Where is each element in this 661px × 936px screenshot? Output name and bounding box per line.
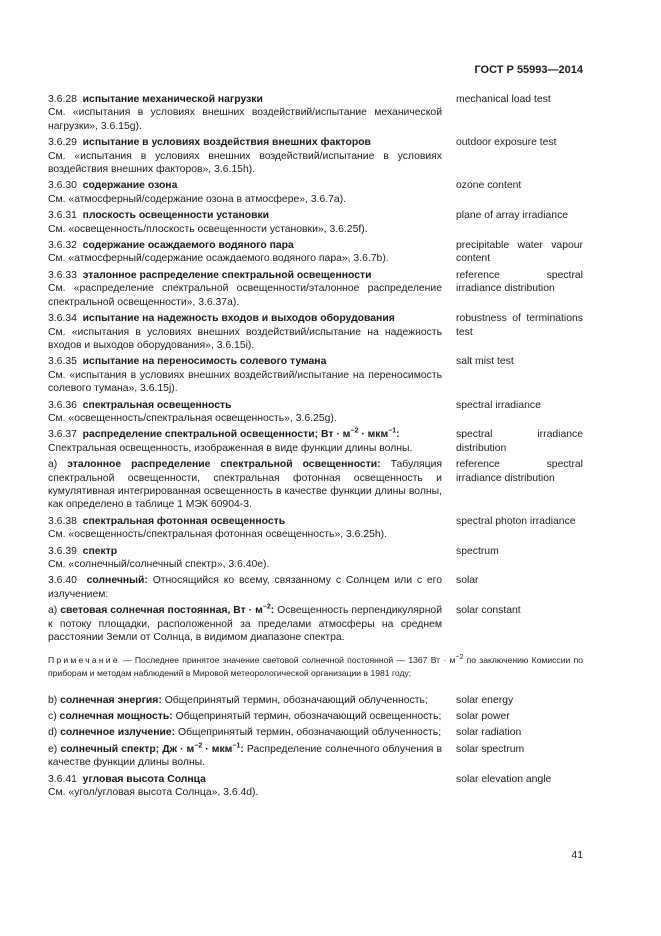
unit-colon: : xyxy=(396,429,400,441)
entry-term: спектральная освещенность xyxy=(82,399,232,411)
sub-definition: Распределение солнечного облучения в качестве функции длины волны. xyxy=(48,743,443,769)
entry-number: 3.6.39 xyxy=(48,545,77,557)
sub-definition: Общепринятый термин, обозначающий облученность; xyxy=(178,727,442,739)
term-entry-3-6-31 xyxy=(48,209,583,236)
sub-term: эталонное распределение спектральной освещенности: xyxy=(67,459,381,471)
note xyxy=(48,654,583,679)
entry-english: precipitable water vapour content xyxy=(456,240,583,265)
entry-number: 3.6.29 xyxy=(48,137,77,149)
term-entry-3-6-30 xyxy=(48,179,583,206)
sub-english: solar spectrum xyxy=(456,743,525,755)
term-entry-3-6-33 xyxy=(48,269,583,309)
entry-english: reference spectral irradiance distribution xyxy=(456,269,583,295)
entry-english: spectrum xyxy=(456,545,499,557)
entry-english: robustness of terminations test xyxy=(456,313,583,338)
sub-definition: Освещенность перпендикулярной к потоку площадки, расположенной за пределами атмосферы на среднем расстоянии Земли от Солнца, в видимом диапазоне спектра. xyxy=(48,605,443,644)
entry-number: 3.6.34 xyxy=(48,313,77,325)
sub-entry-3-6-40-d xyxy=(48,726,583,739)
entry-english: solar xyxy=(456,575,479,587)
term-entry-3-6-29 xyxy=(48,136,583,176)
entry-term: распределение спектральной освещенности; Вт · м xyxy=(82,429,351,441)
term-entry-3-6-39 xyxy=(48,545,583,572)
note-text-continued: по заключению Комиссии по приборам и методам наблюдений в Мировой метеорологической организации в 1981 году; xyxy=(48,655,584,679)
entry-term: испытание на переносимость солевого тумана xyxy=(82,356,327,368)
sub-label: c) xyxy=(48,711,57,723)
sub-label: d) xyxy=(48,727,58,739)
entry-definition: См. «освещенность/спектральная фотонная освещенность», 3.6.25h). xyxy=(48,529,388,541)
sub-entry-3-6-40-e xyxy=(48,743,583,770)
entry-definition: См. «атмосферный/содержание осаждаемого водяного пара», 3.6.7b). xyxy=(48,253,389,265)
sub-english: solar power xyxy=(456,711,510,723)
unit-exponent: −2 xyxy=(262,603,271,611)
unit-mkm: · мкм xyxy=(358,429,389,441)
entry-english: spectral photon irradiance xyxy=(456,515,576,527)
entry-number: 3.6.30 xyxy=(48,180,77,192)
entry-english: spectral irradiance distribution xyxy=(456,429,583,454)
entry-definition: См. «солнечный/солнечный спектр», 3.6.40e). xyxy=(48,559,270,570)
entry-definition: См. «испытания в условиях внешних воздействий/испытание механической нагрузки», 3.6.15g). xyxy=(48,107,442,132)
unit-exponent: −1 xyxy=(388,427,397,435)
term-entry-3-6-32 xyxy=(48,239,583,266)
sub-term: световая солнечная постоянная, Вт · м xyxy=(60,605,263,617)
unit-mkm: · мкм xyxy=(202,743,233,755)
entry-number: 3.6.38 xyxy=(48,515,77,527)
sub-label: b) xyxy=(48,694,58,706)
entry-definition: См. «освещенность/спектральная освещенность», 3.6.25g). xyxy=(48,412,337,424)
entry-number: 3.6.32 xyxy=(48,240,77,252)
entry-number: 3.6.31 xyxy=(48,210,77,222)
sub-label: a) xyxy=(48,459,58,471)
term-entry-3-6-34 xyxy=(48,312,583,352)
unit-colon: : xyxy=(240,743,244,755)
entry-definition: См. «распределение спектральной освещенности/эталонное распределение спектральной освещенности», 3.6.37a). xyxy=(48,283,442,308)
entry-term: солнечный: xyxy=(86,575,148,587)
entry-term: спектр xyxy=(82,545,118,557)
sub-entry-3-6-40-a xyxy=(48,604,583,644)
entry-definition: См. «испытания в условиях внешних воздействий/испытание в условиях воздействия внешних факторов», 3.6.15h). xyxy=(48,150,442,176)
term-entry-3-6-28 xyxy=(48,93,583,133)
sub-term: солнечная энергия: xyxy=(60,694,162,706)
entry-definition: Относящийся ко всему, связанному с Солнцем или с его излучением: xyxy=(48,575,442,600)
entry-term: испытание на надежность входов и выходов оборудования xyxy=(82,313,395,325)
entry-number: 3.6.28 xyxy=(48,94,77,105)
entry-english: salt mist test xyxy=(456,356,514,368)
sub-definition: Общепринятый термин, обозначающий освещенность; xyxy=(175,711,442,723)
unit-exponent: −1 xyxy=(232,742,241,750)
unit-exponent: −2 xyxy=(194,742,203,750)
entry-number: 3.6.33 xyxy=(48,269,77,281)
sub-definition: Табуляция спектральной освещенности, спектральная фотонная освещенность и кумулятивная интегрированная освещенность в качестве функции длины волны, как определено в таблице 1 МЭК 60904-3. xyxy=(48,459,443,511)
sub-entry-3-6-37-a xyxy=(48,458,583,512)
entry-term: спектральная фотонная освещенность xyxy=(82,515,286,527)
sub-definition: Общепринятый термин, обозначающий облученность; xyxy=(164,694,428,706)
document-header: ГОСТ Р 55993—2014 xyxy=(474,64,583,76)
entry-definition: См. «испытания в условиях внешних воздействий/испытание на переносимость солевого тумана», 3.6.15j). xyxy=(48,369,442,395)
sub-english: reference spectral irradiance distribution xyxy=(456,459,583,484)
sub-label: a) xyxy=(48,605,58,617)
entry-number: 3.6.37 xyxy=(48,429,77,441)
entry-definition: См. «атмосферный/содержание озона в атмосфере», 3.6.7a). xyxy=(48,193,347,205)
entry-term: испытание в условиях воздействия внешних факторов xyxy=(82,137,371,149)
entry-english: ozone content xyxy=(456,180,522,192)
entry-definition: Спектральная освещенность, изображенная в виде функции длины волны. xyxy=(48,442,413,454)
entry-definition: См. «испытания в условиях внешних воздействий/испытание на надежность входов и выходов оборудования», 3.6.15i). xyxy=(48,326,442,351)
entry-english: outdoor exposure test xyxy=(456,137,557,149)
entry-term: содержание озона xyxy=(82,180,178,192)
term-entry-3-6-41 xyxy=(48,773,583,800)
sub-english: solar radiation xyxy=(456,727,522,739)
unit-exponent: −2 xyxy=(350,427,359,435)
sub-label: e) xyxy=(48,743,58,755)
unit-colon: : xyxy=(270,605,275,617)
entry-english: spectral irradiance xyxy=(456,399,541,411)
sub-english: solar constant xyxy=(456,605,521,617)
term-entry-3-6-36 xyxy=(48,399,583,426)
entry-definition: См. «освещенность/плоскость освещенности установки», 3.6.25f). xyxy=(48,223,368,235)
sub-english: solar energy xyxy=(456,694,514,706)
entry-definition: См. «угол/угловая высота Солнца», 3.6.4d). xyxy=(48,787,259,799)
entry-number: 3.6.36 xyxy=(48,399,77,411)
entry-term: эталонное распределение спектральной освещенности xyxy=(82,269,372,281)
term-entry-3-6-35 xyxy=(48,355,583,395)
sub-term: солнечная мощность: xyxy=(59,711,173,723)
sub-entry-3-6-40-c xyxy=(48,710,583,723)
sub-entry-3-6-40-b xyxy=(48,694,583,707)
term-entry-3-6-40 xyxy=(48,574,583,601)
entry-term: содержание осаждаемого водяного пара xyxy=(82,240,294,252)
entry-english: mechanical load test xyxy=(456,94,551,105)
page-number: 41 xyxy=(571,850,583,861)
entry-english: solar elevation angle xyxy=(456,773,552,785)
entry-number: 3.6.35 xyxy=(48,356,77,368)
note-text: — Последнее принятое значение световой солнечной постоянной — 1367 Вт · м xyxy=(123,655,456,666)
sub-term: солнечное излучение: xyxy=(60,727,176,739)
unit-exponent: −2 xyxy=(455,654,464,662)
terms-list xyxy=(48,93,583,802)
entry-term: испытание механической нагрузки xyxy=(82,94,263,105)
entry-english: plane of array irradiance xyxy=(456,210,569,222)
entry-term: угловая высота Солнца xyxy=(82,773,206,785)
term-entry-3-6-38 xyxy=(48,515,583,542)
sub-term: солнечный спектр; Дж · м xyxy=(60,743,195,755)
entry-term: плоскость освещенности установки xyxy=(82,210,270,222)
term-entry-3-6-37 xyxy=(48,428,583,455)
note-label: Примечание xyxy=(48,655,120,666)
entry-number: 3.6.40 xyxy=(48,575,77,587)
entry-number: 3.6.41 xyxy=(48,773,77,785)
